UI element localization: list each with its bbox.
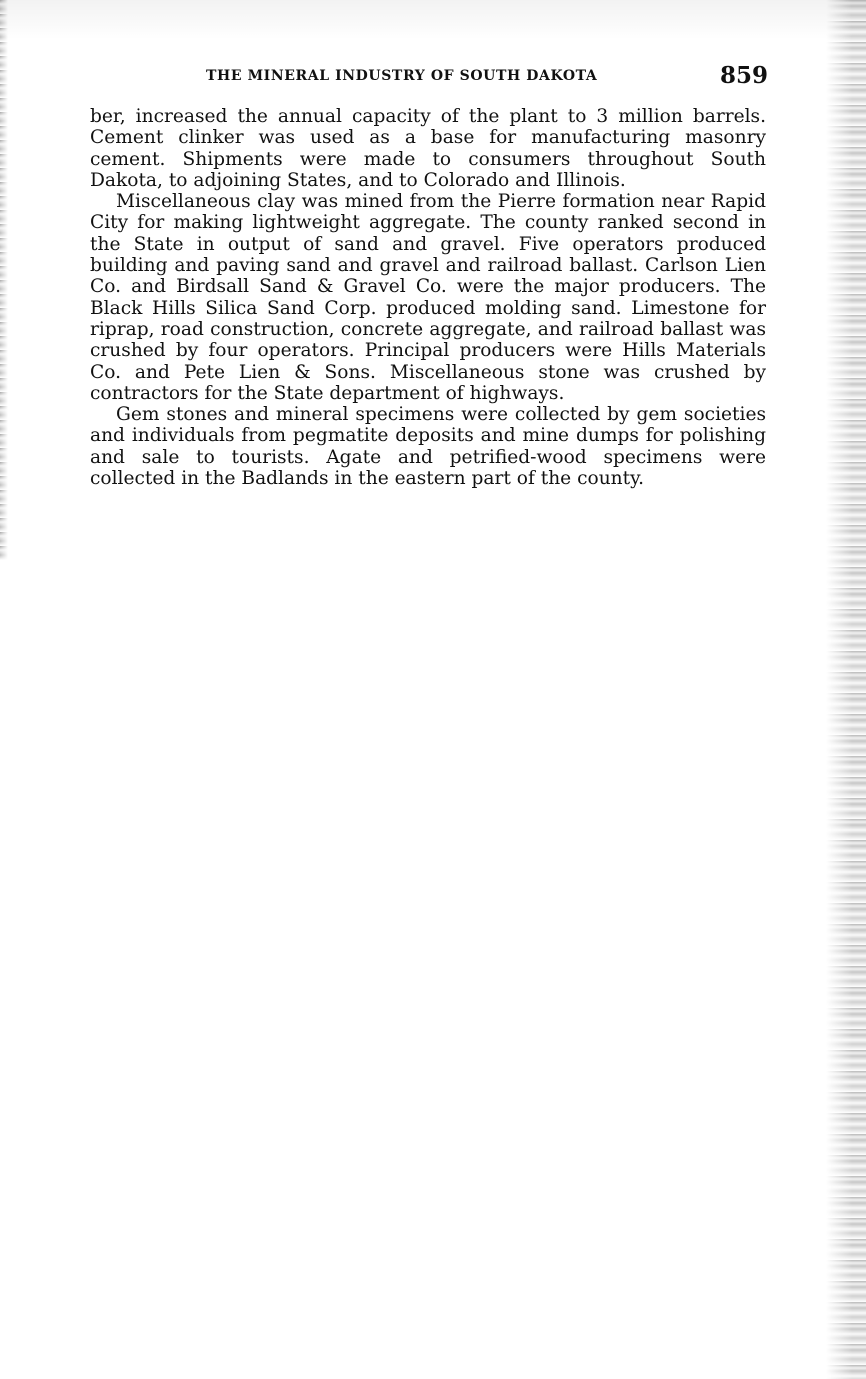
paragraph-cement: ber, increased the annual capacity of the plant to 3 million barrels. Cement clinker was used as a base for manufacturing masonry cement. Shipments were made to consumers throughout South Dakota, to adjoining States, and to Colorado and Illinois. [90,106,766,191]
paragraph-gem-stones: Gem stones and mineral specimens were collected by gem societies and individuals from pegmatite deposits and mine dumps for polishing and sale to tourists. Agate and petrified-wood specimens were collected in the Badlands in the eastern part of the county. [90,404,766,490]
scan-noise-top [0,0,866,40]
body-text [90,106,766,489]
scan-noise-right [826,0,866,1379]
page-header [90,62,768,92]
running-title: THE MINERAL INDUSTRY OF SOUTH DAKOTA [206,68,598,84]
page-number: 859 [719,62,768,89]
scan-noise-left [0,0,8,560]
paragraph-clay-sand-stone: Miscellaneous clay was mined from the Pierre formation near Rapid City for making lightweight aggregate. The county ranked second in the State in output of sand and gravel. Five operators produced building and paving sand and gravel and railroad ballast. Carlson Lien Co. and Birdsall Sand & Gravel Co. were the major producers. The Black Hills Silica Sand Corp. produced molding sand. Limestone for riprap, road construction, concrete aggregate, and railroad ballast was crushed by four operators. Principal producers were Hills Materials Co. and Pete Lien & Sons. Miscellaneous stone was crushed by contractors for the State department of highways. [90,191,766,404]
